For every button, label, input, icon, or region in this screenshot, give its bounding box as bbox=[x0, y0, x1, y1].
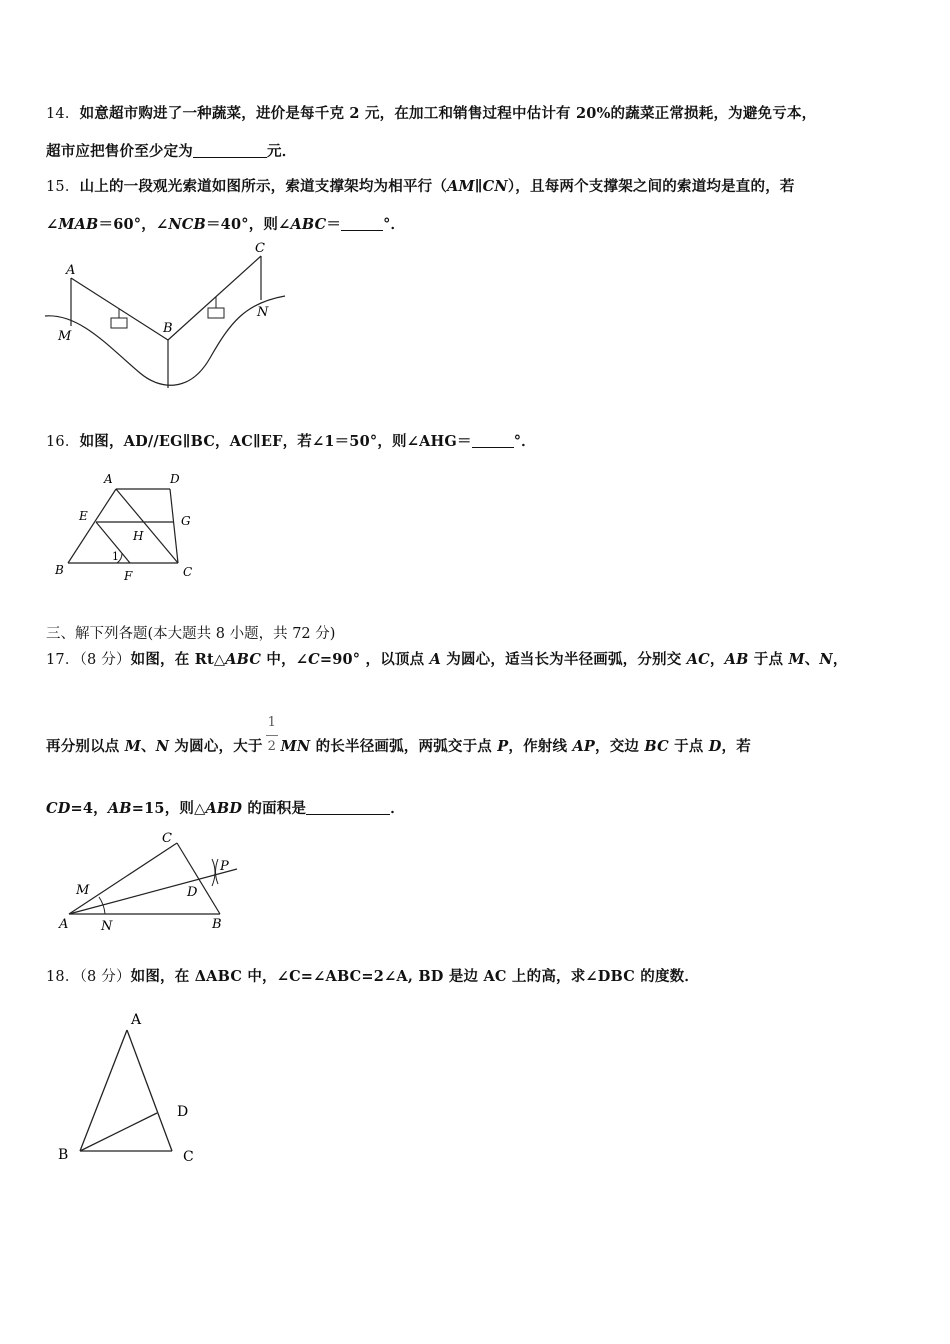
q18-segment-bd bbox=[80, 1113, 157, 1151]
q17-m2-6: BC bbox=[644, 738, 669, 755]
q16-label-b: B bbox=[55, 563, 64, 577]
q15-label-c: C bbox=[255, 241, 265, 256]
q15-cabin1 bbox=[111, 318, 127, 328]
q16-segment-ab bbox=[68, 489, 116, 563]
q17-t1c: =90° ，以顶点 bbox=[319, 651, 430, 668]
q17-figure bbox=[55, 826, 255, 941]
q17-arc-p2 bbox=[216, 859, 219, 884]
q17-t3d: ． bbox=[390, 800, 405, 817]
q18-score: （8 分） bbox=[79, 969, 131, 985]
q16-label-g: G bbox=[181, 514, 191, 528]
q15-answer-blank[interactable] bbox=[341, 216, 383, 231]
q17-t1h: ， bbox=[832, 651, 848, 668]
q15-text-e: ＝ bbox=[326, 216, 342, 233]
q17-t3c: 的面积是 bbox=[242, 800, 307, 817]
q16-label-d: D bbox=[170, 472, 180, 486]
q17-t1f: 于点 bbox=[748, 651, 789, 668]
q15-number: 15． bbox=[46, 179, 80, 195]
q14-answer-blank[interactable] bbox=[193, 143, 267, 158]
q17-t2d: 的长半径画弧，两弧交于点 bbox=[310, 738, 498, 755]
q17-m2: C bbox=[308, 651, 320, 668]
q17-m2-7: D bbox=[708, 738, 722, 755]
q16-label-e: E bbox=[79, 509, 88, 523]
q14-line1 bbox=[46, 102, 816, 123]
q16-answer-blank[interactable] bbox=[472, 433, 514, 448]
q15-text-c: ＝60°，∠ bbox=[98, 216, 169, 233]
q17-m2-1: M bbox=[124, 738, 142, 755]
q17-m7: N bbox=[819, 651, 833, 668]
q15-line1 bbox=[46, 175, 795, 196]
q18-text: 如图，在 ΔABC 中，∠C=∠ABC=2∠A, BD 是边 AC 上的高，求∠DBC 的度数． bbox=[130, 968, 700, 985]
q17-m3-1: CD bbox=[46, 800, 71, 817]
q15-text-a: 山上的一段观光索道如图所示，索道支撑架均为相平行（ bbox=[79, 178, 448, 195]
q17-t2a: 再分别以点 bbox=[46, 738, 125, 755]
q15-label-m: M bbox=[58, 329, 72, 344]
q17-fraction-half bbox=[266, 715, 278, 754]
q17-t2b: 、 bbox=[141, 738, 156, 755]
q17-t2g: 于点 bbox=[668, 738, 709, 755]
q16-figure bbox=[50, 468, 210, 588]
q15-label-n: N bbox=[257, 305, 269, 320]
q15-line2 bbox=[46, 213, 405, 234]
q16-label-h: H bbox=[133, 529, 144, 543]
q17-m2-3: MN bbox=[280, 738, 311, 755]
q18-figure bbox=[50, 1005, 210, 1175]
q17-m2-2: N bbox=[155, 738, 170, 755]
q17-line2 bbox=[46, 715, 751, 756]
q15-math-abc: ABC bbox=[290, 216, 327, 233]
q16-label-1: 1 bbox=[112, 550, 119, 563]
q15-figure bbox=[40, 238, 300, 398]
q15-cable-bc bbox=[168, 256, 261, 340]
q17-t3a: =4， bbox=[70, 800, 108, 817]
q15-text-d: ＝40°，则∠ bbox=[205, 216, 291, 233]
q17-line1 bbox=[46, 648, 848, 669]
q15-math-am-cn: AM∥CN bbox=[447, 178, 508, 195]
q17-label-n: N bbox=[101, 919, 113, 934]
q17-t2e: ，作射线 bbox=[508, 738, 573, 755]
q17-t1e: ， bbox=[709, 651, 725, 668]
q17-m2-5: AP bbox=[572, 738, 595, 755]
q16-label-a: A bbox=[104, 472, 113, 486]
q17-m3-2: AB bbox=[107, 800, 132, 817]
q17-answer-blank[interactable] bbox=[306, 800, 390, 815]
q14-unit: 元． bbox=[267, 143, 297, 160]
q17-segment-ac bbox=[69, 843, 177, 914]
q16-label-f: F bbox=[124, 569, 133, 583]
q17-score: （8 分） bbox=[79, 652, 131, 668]
q15-text-f: °． bbox=[383, 216, 406, 233]
q17-m4: AC bbox=[686, 651, 710, 668]
q18-label-a: A bbox=[131, 1012, 142, 1028]
q17-arc-p1 bbox=[212, 859, 215, 886]
q17-t1g: 、 bbox=[804, 651, 820, 668]
q15-label-b: B bbox=[163, 321, 173, 336]
q17-label-a: A bbox=[59, 917, 69, 932]
q16-text-a: 如图，AD//EG∥BC，AC∥EF，若∠1＝50°，则∠AHG＝ bbox=[79, 433, 472, 450]
q16-line bbox=[46, 430, 536, 451]
q18-number: 18． bbox=[46, 969, 80, 985]
q15-math-ncb: NCB bbox=[168, 216, 206, 233]
q15-mountain-curve bbox=[45, 296, 285, 385]
q15-math-mab: MAB bbox=[58, 216, 99, 233]
q18-label-b: B bbox=[58, 1147, 69, 1163]
q18-segment-ac bbox=[127, 1030, 172, 1151]
q18-segment-ab bbox=[80, 1030, 127, 1151]
q16-segment-ac bbox=[116, 489, 178, 563]
q17-t2f: ，交边 bbox=[595, 738, 645, 755]
q17-number: 17． bbox=[46, 652, 80, 668]
q17-m3: A bbox=[429, 651, 442, 668]
q17-label-d: D bbox=[187, 885, 198, 900]
q14-line2 bbox=[46, 140, 296, 161]
q17-line3 bbox=[46, 797, 405, 818]
q15-label-a: A bbox=[66, 263, 76, 278]
q17-m5: AB bbox=[724, 651, 749, 668]
q17-t1a: 如图，在 Rt△ bbox=[130, 651, 226, 668]
q17-ray-ap bbox=[69, 869, 237, 914]
q17-t1b: 中，∠ bbox=[261, 651, 309, 668]
q15-text-b: ），且每两个支撑架之间的索道均是直的，若 bbox=[507, 178, 795, 195]
q17-t2h: ，若 bbox=[721, 738, 751, 755]
q14-text-line1: 如意超市购进了一种蔬菜，进价是每千克 2 元，在加工和销售过程中估计有 20%的蔬菜正常损耗，为避免亏本， bbox=[79, 105, 817, 122]
q17-t2c: 为圆心，大于 bbox=[169, 738, 263, 755]
q17-m6: M bbox=[788, 651, 805, 668]
q15-cabin2 bbox=[208, 308, 224, 318]
q17-label-p: P bbox=[220, 859, 229, 874]
q17-frac-den: 2 bbox=[267, 739, 277, 754]
q17-label-m: M bbox=[76, 883, 90, 898]
q18-line bbox=[46, 965, 699, 986]
q17-segment-cb bbox=[177, 843, 220, 914]
q16-text-b: °． bbox=[513, 433, 536, 450]
q17-m1: ABC bbox=[225, 651, 262, 668]
q17-t3b: =15，则△ bbox=[131, 800, 206, 817]
q15-angle-sym: ∠ bbox=[46, 216, 59, 233]
q18-label-d: D bbox=[177, 1104, 189, 1120]
q14-number: 14． bbox=[46, 106, 80, 122]
q14-text-line2: 超市应把售价至少定为 bbox=[46, 143, 193, 160]
q16-number: 16． bbox=[46, 434, 80, 450]
q16-segment-dc bbox=[170, 489, 178, 563]
q17-m2-4: P bbox=[497, 738, 509, 755]
q17-t1d: 为圆心，适当长为半径画弧，分别交 bbox=[441, 651, 687, 668]
q17-m3-3: ABD bbox=[205, 800, 243, 817]
q18-label-c: C bbox=[183, 1149, 194, 1165]
q16-label-c: C bbox=[183, 565, 193, 579]
section3-title: 三、解下列各题(本大题共 8 小题，共 72 分) bbox=[46, 626, 336, 642]
q17-frac-num: 1 bbox=[267, 715, 277, 730]
q17-label-c: C bbox=[162, 831, 172, 846]
q17-label-b: B bbox=[212, 917, 222, 932]
